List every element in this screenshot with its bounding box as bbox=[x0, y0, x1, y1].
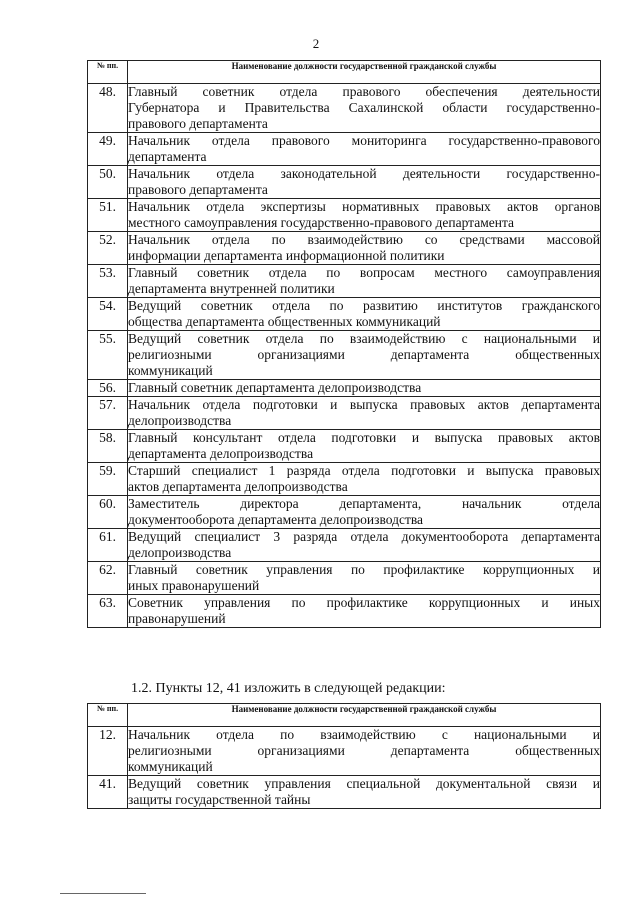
column-header-title: Наименование должности государственной гражданской службы bbox=[128, 704, 601, 727]
column-header-number: № пп. bbox=[88, 704, 128, 727]
positions-table-body bbox=[88, 84, 601, 628]
row-number: 61. bbox=[88, 529, 128, 562]
row-number: 56. bbox=[88, 380, 128, 397]
position-title-line: местного самоуправления государственно-правового департамента bbox=[128, 215, 515, 230]
position-title-line: актов департамента делопроизводства bbox=[128, 479, 348, 494]
row-number: 49. bbox=[88, 133, 128, 166]
table-row bbox=[88, 397, 601, 430]
table-row bbox=[88, 232, 601, 265]
position-title bbox=[128, 232, 601, 265]
table-row bbox=[88, 265, 601, 298]
position-title-line: Начальник отдела по взаимодействию с национальными и bbox=[128, 727, 600, 742]
position-title bbox=[128, 298, 601, 331]
row-number: 52. bbox=[88, 232, 128, 265]
column-header-number: № пп. bbox=[88, 61, 128, 84]
footer-rule bbox=[60, 893, 146, 894]
position-title-line: религиозными организациями департамента общественных bbox=[128, 347, 600, 362]
table-row bbox=[88, 133, 601, 166]
position-title-line: Советник управления по профилактике коррупционных и иных bbox=[128, 595, 600, 610]
table-row bbox=[88, 199, 601, 232]
position-title-line: делопроизводства bbox=[128, 413, 232, 428]
position-title-line: Старший специалист 1 разряда отдела подготовки и выпуска правовых bbox=[128, 463, 600, 478]
amended-positions-table bbox=[87, 703, 601, 809]
position-title-line: коммуникаций bbox=[128, 363, 213, 378]
table-row bbox=[88, 496, 601, 529]
row-number: 50. bbox=[88, 166, 128, 199]
position-title-line: Главный советник отдела правового обеспечения деятельности bbox=[128, 84, 600, 99]
position-title bbox=[128, 397, 601, 430]
position-title-line: Начальник отдела правового мониторинга государственно-правового bbox=[128, 133, 600, 148]
table-row bbox=[88, 727, 601, 776]
position-title-line: Начальник отдела экспертизы нормативных правовых актов органов bbox=[128, 199, 600, 214]
position-title bbox=[128, 84, 601, 133]
position-title-line: Главный консультант отдела подготовки и выпуска правовых актов bbox=[128, 430, 600, 445]
position-title-line: религиозными организациями департамента общественных bbox=[128, 743, 600, 758]
row-number: 54. bbox=[88, 298, 128, 331]
row-number: 48. bbox=[88, 84, 128, 133]
position-title bbox=[128, 199, 601, 232]
position-title-line: делопроизводства bbox=[128, 545, 232, 560]
position-title bbox=[128, 727, 601, 776]
position-title-line: Ведущий советник отдела по развитию институтов гражданского bbox=[128, 298, 600, 313]
row-number: 58. bbox=[88, 430, 128, 463]
table-row bbox=[88, 380, 601, 397]
column-header-title: Наименование должности государственной гражданской службы bbox=[128, 61, 601, 84]
amendment-paragraph: 1.2. Пункты 12, 41 изложить в следующей редакции: bbox=[131, 681, 446, 696]
row-number: 53. bbox=[88, 265, 128, 298]
position-title bbox=[128, 430, 601, 463]
page-number: 2 bbox=[312, 36, 320, 51]
row-number: 57. bbox=[88, 397, 128, 430]
position-title-line: Заместитель директора департамента, начальник отдела bbox=[128, 496, 600, 511]
position-title-line: правового департамента bbox=[128, 116, 268, 131]
table-row bbox=[88, 529, 601, 562]
table-header-row bbox=[88, 61, 601, 84]
table-row bbox=[88, 166, 601, 199]
position-title-line: Ведущий советник управления специальной документальной связи и bbox=[128, 776, 600, 791]
position-title bbox=[128, 265, 601, 298]
position-title-line: общества департамента общественных коммуникаций bbox=[128, 314, 441, 329]
position-title-line: правонарушений bbox=[128, 611, 226, 626]
position-title bbox=[128, 133, 601, 166]
row-number: 51. bbox=[88, 199, 128, 232]
table-row bbox=[88, 430, 601, 463]
position-title-line: Главный советник департамента делопроизводства bbox=[128, 380, 422, 395]
position-title bbox=[128, 776, 601, 809]
position-title-line: информации департамента информационной политики bbox=[128, 248, 445, 263]
row-number: 12. bbox=[88, 727, 128, 776]
position-title-line: Начальник отдела по взаимодействию со средствами массовой bbox=[128, 232, 600, 247]
table-header-row bbox=[88, 704, 601, 727]
position-title-line: документооборота департамента делопроизводства bbox=[128, 512, 424, 527]
position-title-line: Губернатора и Правительства Сахалинской области государственно- bbox=[128, 100, 600, 115]
position-title-line: департамента внутренней политики bbox=[128, 281, 335, 296]
position-title bbox=[128, 166, 601, 199]
table-row bbox=[88, 331, 601, 380]
position-title-line: иных правонарушений bbox=[128, 578, 260, 593]
position-title-line: департамента bbox=[128, 149, 207, 164]
position-title-line: правового департамента bbox=[128, 182, 268, 197]
table-row bbox=[88, 776, 601, 809]
row-number: 63. bbox=[88, 595, 128, 628]
table-row bbox=[88, 84, 601, 133]
position-title bbox=[128, 331, 601, 380]
position-title-line: Главный советник управления по профилактике коррупционных и bbox=[128, 562, 600, 577]
row-number: 62. bbox=[88, 562, 128, 595]
position-title-line: Ведущий советник отдела по взаимодействию с национальными и bbox=[128, 331, 600, 346]
position-title bbox=[128, 595, 601, 628]
position-title-line: Главный советник отдела по вопросам местного самоуправления bbox=[128, 265, 600, 280]
position-title-line: Начальник отдела законодательной деятельности государственно- bbox=[128, 166, 600, 181]
position-title-line: защиты государственной тайны bbox=[128, 792, 311, 807]
position-title bbox=[128, 380, 601, 397]
position-title bbox=[128, 463, 601, 496]
row-number: 59. bbox=[88, 463, 128, 496]
table-row bbox=[88, 463, 601, 496]
position-title bbox=[128, 529, 601, 562]
row-number: 55. bbox=[88, 331, 128, 380]
amended-positions-table-body bbox=[88, 727, 601, 809]
position-title-line: Начальник отдела подготовки и выпуска правовых актов департамента bbox=[128, 397, 600, 412]
table-row bbox=[88, 562, 601, 595]
positions-table bbox=[87, 60, 601, 628]
table-row bbox=[88, 298, 601, 331]
row-number: 41. bbox=[88, 776, 128, 809]
position-title bbox=[128, 496, 601, 529]
row-number: 60. bbox=[88, 496, 128, 529]
position-title-line: департамента делопроизводства bbox=[128, 446, 314, 461]
position-title-line: Ведущий специалист 3 разряда отдела документооборота департамента bbox=[128, 529, 600, 544]
table-row bbox=[88, 595, 601, 628]
position-title bbox=[128, 562, 601, 595]
position-title-line: коммуникаций bbox=[128, 759, 213, 774]
